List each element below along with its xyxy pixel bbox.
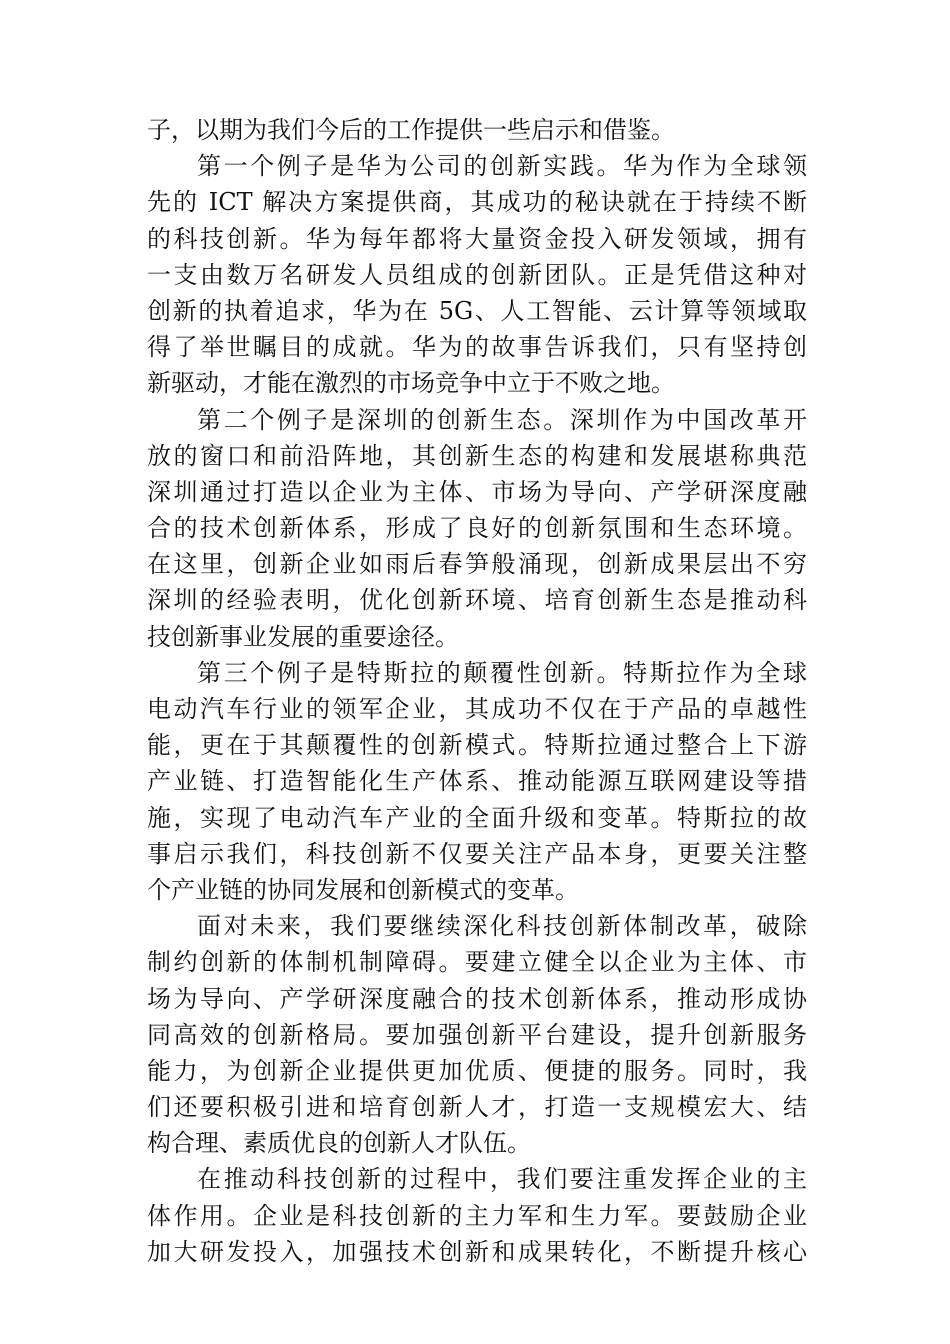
text-line: 个产业链的协同发展和创新模式的变革。 — [147, 875, 579, 904]
text-line: 第二个例子是深圳的创新生态。深圳作为中国改革开 — [197, 405, 807, 434]
text-line: 们还要积极引进和培育创新人才，打造一支规模宏大、结 — [147, 1093, 807, 1122]
text-line: 先的 ICT 解决方案提供商，其成功的秘诀就在于持续不断 — [147, 188, 807, 217]
text-line: 深圳的经验表明，优化创新环境、培育创新生态是推动科 — [147, 586, 807, 615]
text-line: 构合理、素质优良的创新人才队伍。 — [147, 1129, 531, 1158]
text-line: 施，实现了电动汽车产业的全面升级和变革。特斯拉的故 — [147, 803, 807, 832]
text-line: 合的技术创新体系，形成了良好的创新氛围和生态环境。 — [147, 514, 807, 543]
text-line: 制约创新的体制机制障碍。要建立健全以企业为主体、市 — [147, 948, 807, 977]
text-line: 放的窗口和前沿阵地，其创新生态的构建和发展堪称典范 — [147, 441, 807, 470]
text-line: 面对未来，我们要继续深化科技创新体制改革，破除 — [197, 912, 807, 941]
text-line: 能力，为创新企业提供更加优质、便捷的服务。同时，我 — [147, 1056, 807, 1085]
paragraph — [147, 1161, 807, 1270]
text-line: 加大研发投入，加强技术创新和成果转化，不断提升核心 — [147, 1237, 807, 1266]
paragraph — [147, 112, 807, 148]
paragraph — [147, 148, 807, 401]
text-line: 在这里，创新企业如雨后春笋般涌现，创新成果层出不穷 — [147, 550, 807, 579]
text-line: 得了举世瞩目的成就。华为的故事告诉我们，只有坚持创 — [147, 333, 807, 362]
text-line: 场为导向、产学研深度融合的技术创新体系，推动形成协 — [147, 984, 807, 1013]
text-line: 创新的执着追求，华为在 5G、人工智能、云计算等领域取 — [147, 296, 807, 325]
text-line: 技创新事业发展的重要途径。 — [147, 622, 459, 651]
paragraph — [147, 908, 807, 1161]
text-line: 深圳通过打造以企业为主体、市场为导向、产学研深度融 — [147, 477, 807, 506]
document-body — [147, 112, 807, 1270]
text-line: 的科技创新。华为每年都将大量资金投入研发领域，拥有 — [147, 224, 807, 253]
text-line: 新驱动，才能在激烈的市场竞争中立于不败之地。 — [147, 369, 675, 398]
text-line: 第一个例子是华为公司的创新实践。华为作为全球领 — [197, 152, 807, 181]
text-line: 第三个例子是特斯拉的颠覆性创新。特斯拉作为全球 — [197, 658, 807, 687]
text-line: 体作用。企业是科技创新的主力军和生力军。要鼓励企业 — [147, 1201, 807, 1230]
text-line: 能，更在于其颠覆性的创新模式。特斯拉通过整合上下游 — [147, 731, 807, 760]
text-line: 在推动科技创新的过程中，我们要注重发挥企业的主 — [197, 1165, 807, 1194]
text-line: 事启示我们，科技创新不仅要关注产品本身，更要关注整 — [147, 839, 807, 868]
text-line: 产业链、打造智能化生产体系、推动能源互联网建设等措 — [147, 767, 807, 796]
paragraph — [147, 655, 807, 908]
text-line: 子，以期为我们今后的工作提供一些启示和借鉴。 — [147, 116, 675, 144]
text-line: 电动汽车行业的领军企业，其成功不仅在于产品的卓越性 — [147, 695, 807, 723]
paragraph — [147, 402, 807, 655]
text-line: 同高效的创新格局。要加强创新平台建设，提升创新服务 — [147, 1020, 807, 1049]
text-line: 一支由数万名研发人员组成的创新团队。正是凭借这种对 — [147, 260, 807, 289]
